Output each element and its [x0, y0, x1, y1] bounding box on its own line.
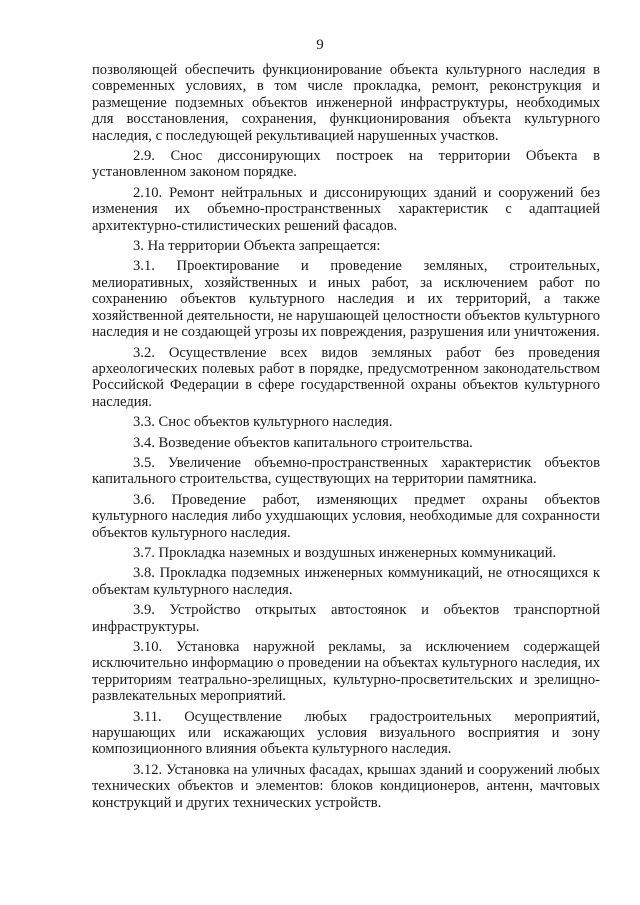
paragraph-3-7: 3.7. Прокладка наземных и воздушных инженерных коммуникаций.	[133, 544, 557, 561]
paragraph-3-3: 3.3. Снос объектов культурного наследия.	[133, 414, 393, 431]
paragraph-3-12: 3.12. Установка на уличных фасадах, крышах зданий и сооружений любых технических объектов и элементов: блоков кондиционеров, антенн, мачтовых конструкций и других технических устройств.	[92, 761, 600, 811]
paragraph-3-2: 3.2. Осуществление всех видов земляных работ без проведения археологических полевых работ в порядке, предусмотренном законодательством Российской Федерации в сфере государственной охраны объектов культурного наследия.	[92, 344, 600, 410]
page-number: 9	[316, 37, 324, 53]
paragraph-continuation: позволяющей обеспечить функционирование объекта культурного наследия в современных условиях, в том числе прокладка, ремонт, реконструкция и размещение подземных объектов инженерной инфраструктуры, необходимых для восстановления, сохранения, функционирования объекта культурного наследия, с последующей рекультивацией нарушенных участков.	[92, 62, 600, 144]
paragraph-2-9: 2.9. Снос диссонирующих построек на территории Объекта в установленном законом порядке.	[92, 148, 600, 181]
paragraph-3-8: 3.8. Прокладка подземных инженерных коммуникаций, не относящихся к объектам культурного наследия.	[92, 565, 600, 598]
document-body	[92, 62, 600, 815]
paragraph-3-10: 3.10. Установка наружной рекламы, за исключением содержащей исключительно информацию о проведении на объектах культурного наследия, их территориям театрально-зрелищных, культурно-просветительских и зрелищно-развлекательных мероприятий.	[92, 639, 600, 705]
paragraph-2-10: 2.10. Ремонт нейтральных и диссонирующих зданий и сооружений без изменения их объемно-пространственных характеристик с адаптацией архитектурно-стилистических решений фасадов.	[92, 184, 600, 234]
paragraph-3-9: 3.9. Устройство открытых автостоянок и объектов транспортной инфраструктуры.	[92, 602, 600, 635]
paragraph-3-heading: 3. На территории Объекта запрещается:	[133, 238, 381, 255]
paragraph-3-11: 3.11. Осуществление любых градостроительных мероприятий, нарушающих или искажающих условия визуального восприятия и зону композиционного влияния объекта культурного наследия.	[92, 708, 600, 758]
paragraph-3-6: 3.6. Проведение работ, изменяющих предмет охраны объектов культурного наследия либо ухудшающих условия, необходимые для сохранности объектов культурного наследия.	[92, 491, 600, 541]
paragraph-3-1: 3.1. Проектирование и проведение земляных, строительных, мелиоративных, хозяйственных и иных работ, за исключением работ по сохранению объектов культурного наследия и их территорий, а также хозяйственной деятельности, не нарушающей целостности объектов культурного наследия и не создающей угрозы их повреждения, разрушения или уничтожения.	[92, 258, 600, 341]
paragraph-3-4: 3.4. Возведение объектов капитального строительства.	[133, 434, 473, 451]
paragraph-3-5: 3.5. Увеличение объемно-пространственных характеристик объектов капитального строительства, существующих на территории памятника.	[92, 454, 600, 488]
